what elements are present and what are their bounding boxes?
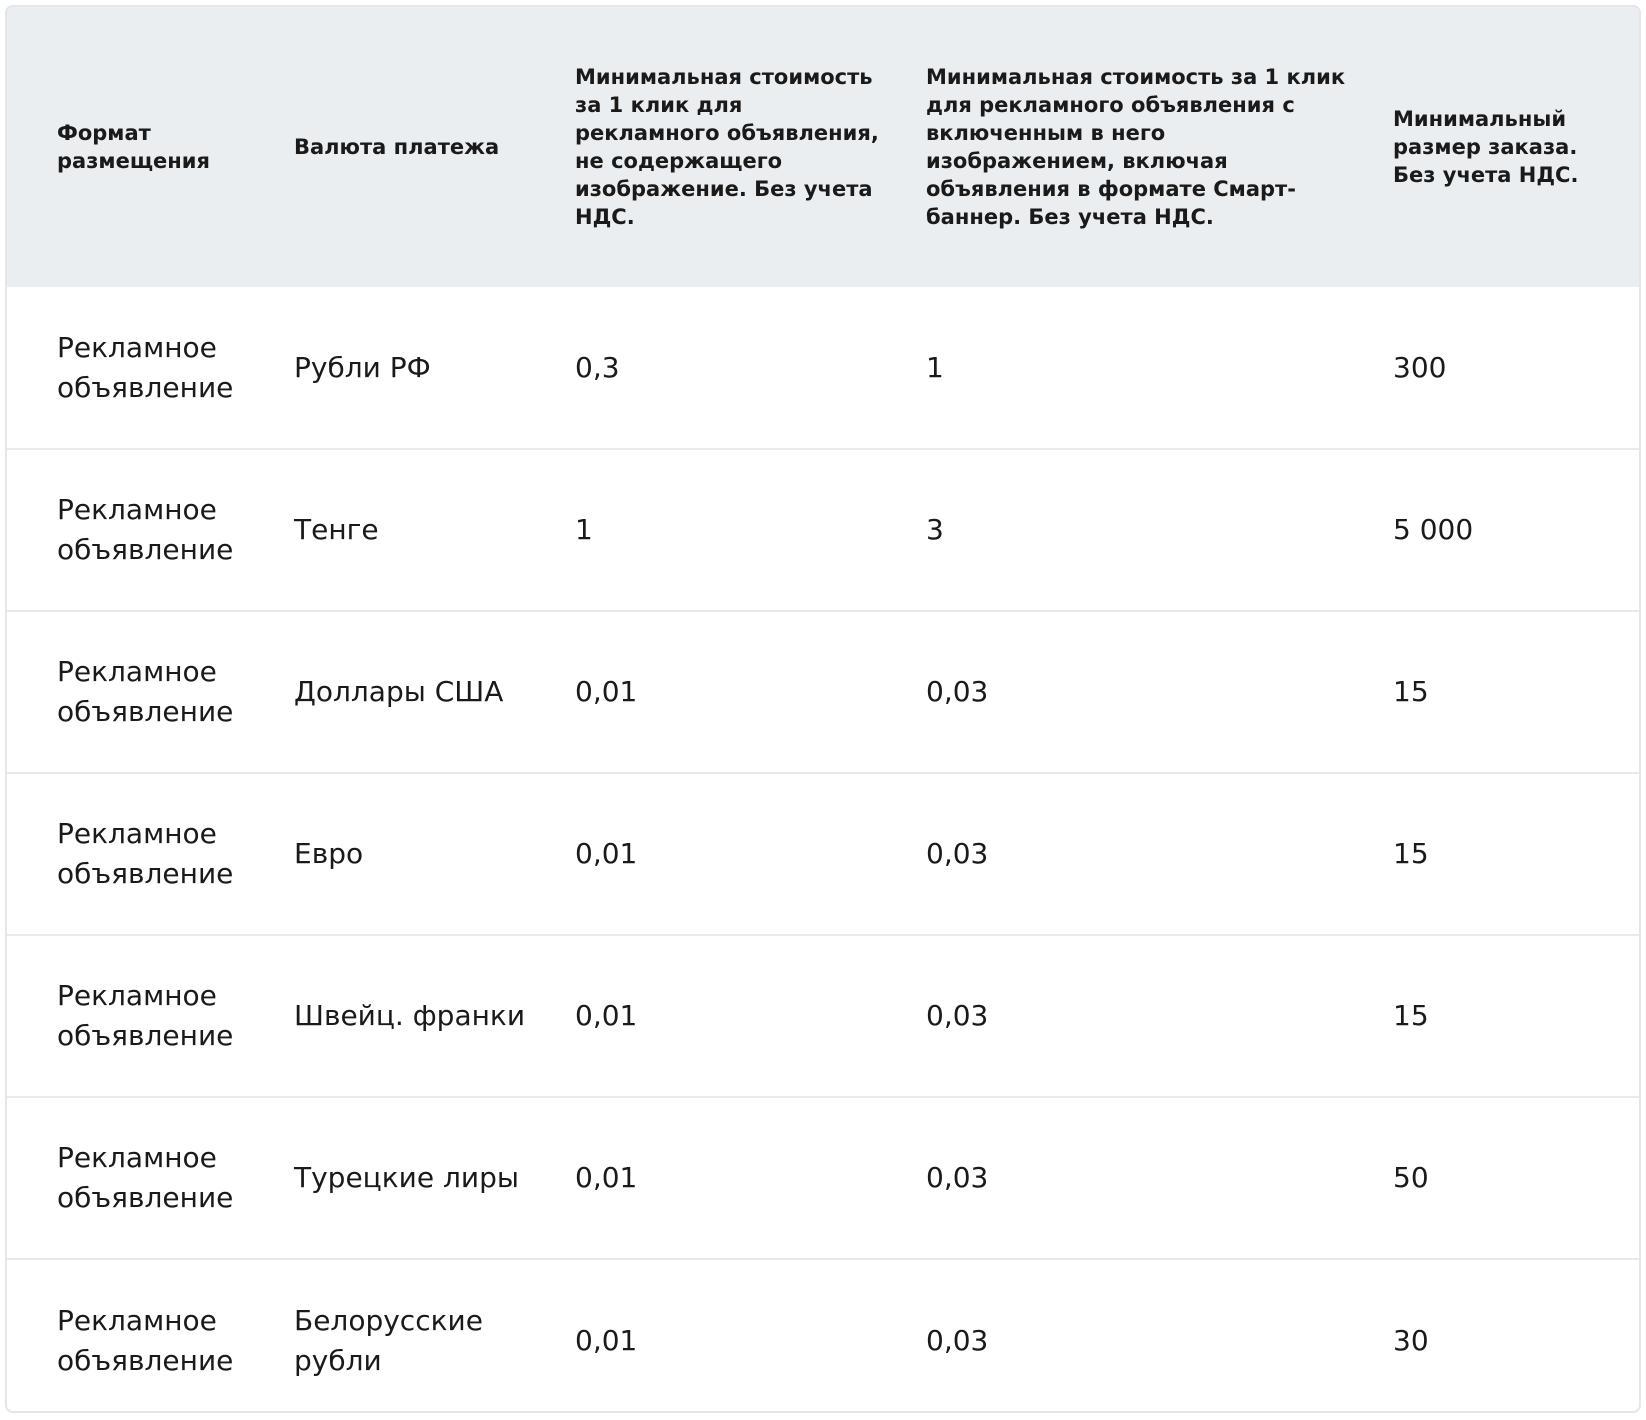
cell-min-click-with-image: 0,03 xyxy=(926,999,989,1032)
table-row xyxy=(7,449,1639,611)
cell-min-order: 15 xyxy=(1393,837,1429,870)
cell-min-click-with-image: 0,03 xyxy=(926,1161,989,1194)
cell-min-order: 300 xyxy=(1393,350,1447,384)
table-row xyxy=(7,1259,1639,1413)
cell-min-click-no-image: 0,01 xyxy=(575,837,638,870)
cell-currency: Белорусские рубли xyxy=(294,1303,483,1377)
table-row xyxy=(7,287,1639,449)
cell-format: Рекламное объявление xyxy=(57,979,234,1052)
cell-format: Рекламное объявление xyxy=(57,493,234,566)
cell-currency: Евро xyxy=(294,837,364,870)
header-min-click-no-image: Минимальная стоимость за 1 клик для рекламного объявления, не содержащего изображение. Без учета НДС. xyxy=(575,65,879,229)
cell-min-click-with-image: 0,03 xyxy=(926,675,989,708)
header-min-click-with-image: Минимальная стоимость за 1 клик для рекламного объявления с включенным в него изображением, включая объявления в формате Смарт-баннер. Без учета НДС. xyxy=(926,65,1346,229)
header-placement-format: Формат размещения xyxy=(57,121,210,173)
pricing-table xyxy=(7,7,1639,1413)
cell-min-order: 50 xyxy=(1393,1161,1429,1194)
table-row xyxy=(7,935,1639,1097)
table-row xyxy=(7,611,1639,773)
cell-currency: Тенге xyxy=(294,513,379,546)
cell-min-click-no-image: 0,3 xyxy=(575,350,620,384)
cell-min-order: 30 xyxy=(1393,1323,1429,1357)
table-body xyxy=(7,287,1639,1413)
cell-min-order: 5 000 xyxy=(1393,513,1474,546)
table-row xyxy=(7,773,1639,935)
cell-min-click-no-image: 0,01 xyxy=(575,1161,638,1194)
header-min-order: Минимальный размер заказа. Без учета НДС. xyxy=(1393,107,1579,187)
cell-format: Рекламное объявление xyxy=(57,1141,234,1214)
cell-format: Рекламное объявление xyxy=(57,1303,234,1377)
cell-min-click-no-image: 1 xyxy=(575,513,593,546)
cell-min-click-with-image: 0,03 xyxy=(926,1323,989,1357)
pricing-table-container xyxy=(5,5,1641,1413)
cell-min-click-no-image: 0,01 xyxy=(575,1323,638,1357)
cell-min-click-no-image: 0,01 xyxy=(575,999,638,1032)
cell-currency: Турецкие лиры xyxy=(294,1161,519,1194)
cell-min-click-with-image: 3 xyxy=(926,513,944,546)
cell-format: Рекламное объявление xyxy=(57,655,234,728)
table-header xyxy=(7,7,1639,287)
cell-currency: Доллары США xyxy=(294,675,504,708)
table-row xyxy=(7,1097,1639,1259)
header-payment-currency: Валюта платежа xyxy=(294,135,500,159)
cell-min-click-no-image: 0,01 xyxy=(575,675,638,708)
header-row xyxy=(7,7,1639,287)
cell-format: Рекламное объявление xyxy=(57,330,234,404)
cell-currency: Рубли РФ xyxy=(294,350,431,384)
cell-currency: Швейц. франки xyxy=(294,999,526,1032)
cell-min-order: 15 xyxy=(1393,999,1429,1032)
cell-min-order: 15 xyxy=(1393,675,1429,708)
cell-format: Рекламное объявление xyxy=(57,817,234,890)
cell-min-click-with-image: 1 xyxy=(926,350,944,384)
cell-min-click-with-image: 0,03 xyxy=(926,837,989,870)
